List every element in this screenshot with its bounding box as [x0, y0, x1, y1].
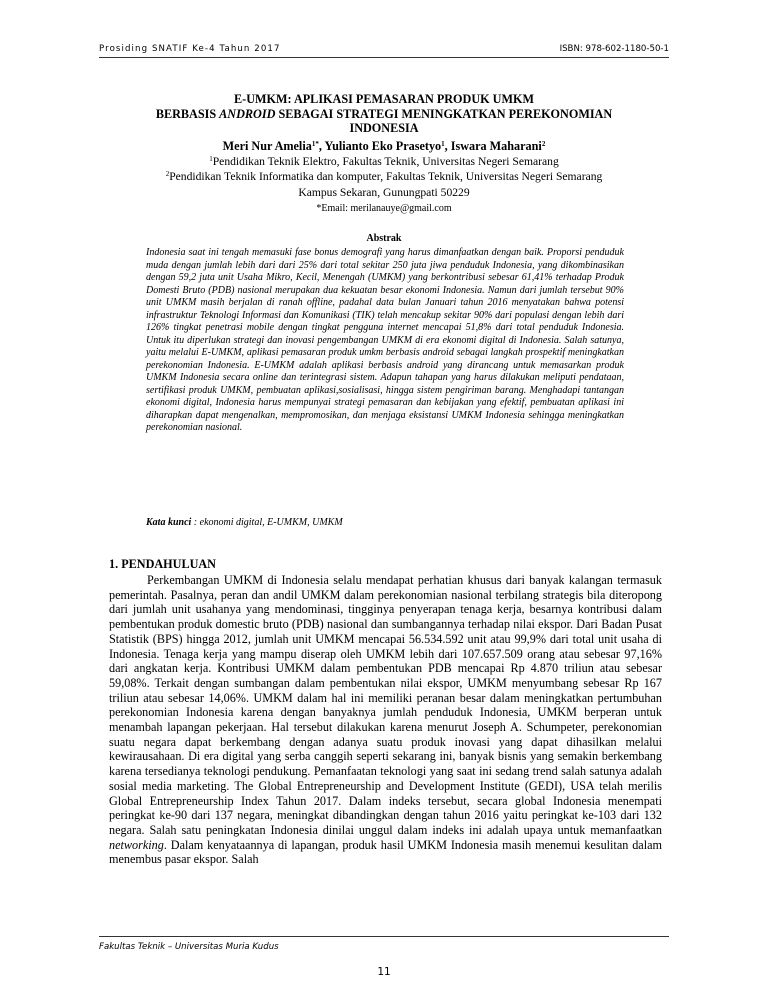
- campus-address: Kampus Sekaran, Gunungpati 50229: [298, 185, 470, 199]
- author-1-marker: 1*: [311, 140, 319, 148]
- affiliation-2: [99, 169, 669, 184]
- keywords: [146, 517, 624, 528]
- affiliations: [99, 154, 669, 200]
- paper-title: [99, 92, 669, 136]
- title-android-italic: ANDROID: [219, 106, 276, 121]
- running-header-isbn: ISBN: 978-602-1180-50-1: [559, 44, 669, 54]
- affiliation-1-marker: 1: [209, 155, 213, 163]
- author-2: , Yulianto Eko Prasetyo: [318, 139, 442, 153]
- corresponding-email: *Email: merilanauye@gmail.com: [316, 203, 452, 214]
- affiliation-2-text: Pendidikan Teknik Informatika dan komputer, Fakultas Teknik, Universitas Negeri Semarang: [169, 170, 603, 184]
- title-line-2-start: BERBASIS: [155, 106, 220, 121]
- page-number: 11: [377, 966, 391, 978]
- title-line-2: [99, 107, 669, 122]
- introduction-italic-term: networking: [109, 837, 164, 852]
- author-2-marker: 1: [441, 140, 445, 148]
- footer-institution: Fakultas Teknik – Universitas Muria Kudus: [99, 942, 279, 952]
- introduction-text-part-2: . Dalam kenyataannya di lapangan, produk hasil UMKM Indonesia masih menemui kesulitan dalam menembus pasar ekspor. Salah: [109, 837, 662, 867]
- author-3: , Iswara Maharani: [444, 139, 542, 153]
- affiliation-2-marker: 2: [165, 170, 170, 179]
- keywords-label: Kata kunci: [146, 517, 192, 528]
- abstract-text: Indonesia saat ini tengah memasuki fase bonus demografi yang harus dimanfaatkan dengan baik. Proporsi penduduk muda dengan jumlah lebih dari dari 25% dari total sekitar 250 juta jiwa penduduk Indonesia, yang dikombinasikan dengan 59,2 juta unit Usaha Mikro, Kecil, Menengah (UMKM) yang berkontribusi sebesar 61,41% terhadap Produk Domesti Bruto (PDB) nasional merupakan dua kekuatan besar ekonomi Indonesia. Namun dari jumlah tersebut 90% unit UMKM masih berjalan di ranah offline, padahal data bulan Januari tahun 2016 menyatakan bahwa potensi infrastruktur Teknologi Informasi dan Komunikasi (TIK) telah mencakup sekitar 90% dari populasi dengan lebih dari 126% tingkat penetrasi mobile dengan tingkat pengguna internet mencapai 51,8% dari total penduduk Indonesia. Untuk itu diperlukan strategi dan inovasi pengembangan UMKM di era ekonomi digital di Indonesia. Salah satunya, yaitu melalui E-UMKM, aplikasi pemasaran produk umkm berbasis android sebagai langkah prospektif meningkatkan perekonomian Indonesia. E-UMKM adalah aplikasi berbasis android yang dirancang untuk memasarkan produk UMKM Indonesia secara online dan terintegrasi sistem. Adapun tahapan yang harus dilakukan meliputi pendataan, sertifikasi produk UMKM, pembuatan aplikasi,sosialisasi, hingga sistem pengiriman barang. Menghadapi tantangan ekonomi digital, Indonesia harus mempunyai strategi pemasaran dan kebijakan yang efektif, pembuatan aplikasi ini diharapkan dapat mengenalkan, mempromosikan, dan menjaga eksistansi UMKM Indonesia sehingga meningkatkan perekonomian nasional.: [146, 247, 624, 433]
- affiliation-1-text: Pendidikan Teknik Elektro, Fakultas Teknik, Universitas Negeri Semarang: [212, 155, 559, 168]
- author-1: Meri Nur Amelia: [222, 139, 312, 153]
- header-divider: [99, 57, 669, 58]
- running-header-proceedings: Prosiding SNATIF Ke-4 Tahun 2017: [99, 44, 281, 54]
- title-line-3: INDONESIA: [349, 121, 419, 135]
- affiliation-1: [99, 154, 669, 169]
- keywords-text: : ekonomi digital, E-UMKM, UMKM: [191, 517, 343, 528]
- author-list: [99, 139, 669, 154]
- title-line-1: E-UMKM: APLIKASI PEMASARAN PRODUK UMKM: [234, 92, 534, 106]
- introduction-paragraph: [109, 573, 662, 867]
- introduction-text-part-1: Perkembangan UMKM di Indonesia selalu mendapat perhatian khusus dari banyak kalangan termasuk pemerintah. Pasalnya, peran dan andil UMKM dalam perekonomian nasional terbilang strategis bila diteropong dari jumlah unit usahanya yang mendominasi, tingginya penyerapan tenaga kerja, besarnya kontribusi dalam pembentukan produk domestic bruto (PDB) nasional dan sumbangannya terhadap nilai ekspor. Dari Badan Pusat Statistik (BPS) hingga 2012, jumlah unit UMKM mencapai 56.534.592 unit atau 99,9% dari total unit usaha di Indonesia. Tenaga kerja yang mampu diserap oleh UMKM lebih dari 107.657.509 orang atau sebesar 97,16% dari angkatan kerja. Kontribusi UMKM dalam pembentukan PDB mencapai Rp 4.870 triliun atau sebesar 59,08%. Terkait dengan sumbangan dalam pembentukan nilai ekspor, UMKM menyumbang sebesar Rp 167 triliun atau sebesar 14,06%. UMKM dalam hal ini memiliki peranan besar dalam meningkatkan pertumbuhan perekonomian Indonesia karena dengan banyaknya jumlah penduduk Indonesia, UMKM berperan untuk menambah lapangan pekerjaan. Hal tersebut dilakukan karena menurut Joseph A. Schumpeter, perekonomian suatu negara dapat berkembang dengan adanya suatu produk inovasi yang dapat dihasilkan melalui kewirausahaan. Di era digital yang serba canggih seperti sekarang ini, banyak bisnis yang semakin berkembang karena tersedianya teknologi pendukung. Pemanfaatan teknologi yang saat ini sedang trend salah satunya adalah sosial media marketing. The Global Entrepreneurship and Development Institute (GEDI), USA telah merilis Global Entrepreneurship Index Tahun 2017. Dalam indeks tersebut, secara global Indonesia menempati peringkat ke-90 dari 137 negara, meningkat dibandingkan dengan tahun 2016 yaitu peringkat ke-103 dari 132 negara. Salah satu peningkatan Indonesia dinilai unggul dalam indeks ini adalah upaya untuk memanfaatkan: [109, 573, 662, 837]
- footer-divider: [99, 936, 669, 937]
- abstract-heading: Abstrak: [366, 233, 402, 244]
- section-heading-introduction: 1. PENDAHULUAN: [109, 557, 216, 571]
- author-3-marker: 2: [541, 140, 546, 148]
- title-line-2-end: SEBAGAI STRATEGI MENINGKATKAN PEREKONOMIAN: [275, 106, 613, 121]
